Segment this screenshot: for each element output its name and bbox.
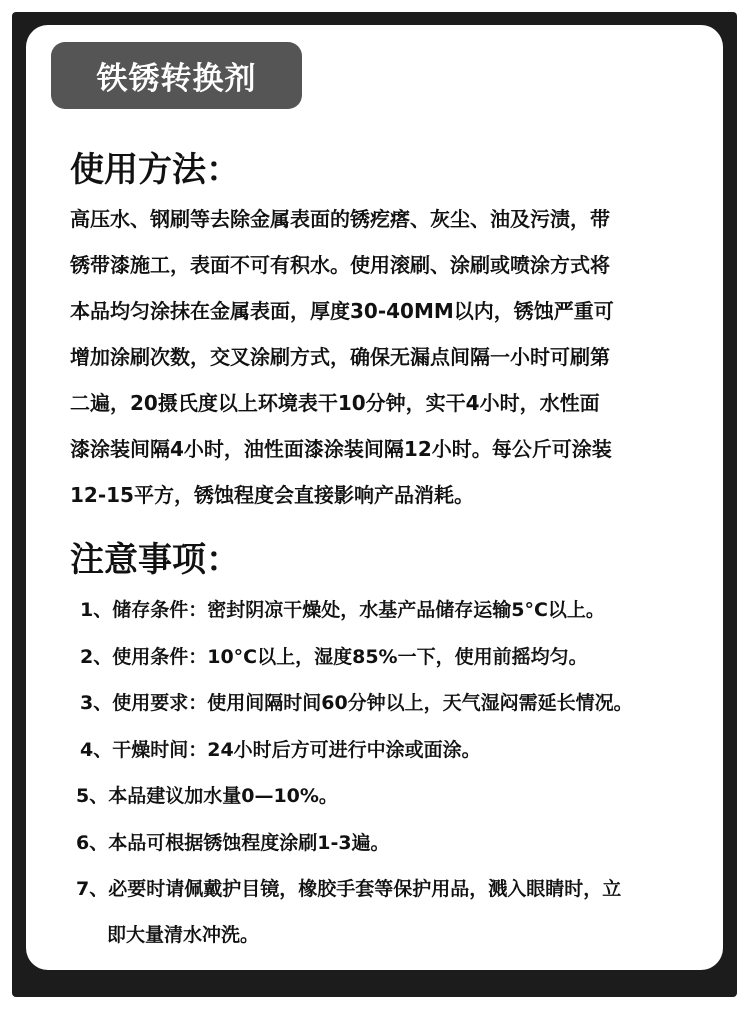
usage-line: 锈带漆施工，表面不可有积水。使用滚刷、涂刷或喷涂方式将 bbox=[70, 253, 610, 277]
note-item-continuation: 即大量清水冲洗。 bbox=[107, 924, 260, 946]
usage-line: 漆涂装间隔4小时，油性面漆涂装间隔12小时。每公斤可涂装 bbox=[70, 437, 612, 461]
usage-line: 12-15平方，锈蚀程度会直接影响产品消耗。 bbox=[70, 483, 474, 507]
usage-line: 二遍，20摄氏度以上环境表干10分钟，实干4小时，水性面 bbox=[70, 391, 600, 415]
note-item: 4、干燥时间：24小时后方可进行中涂或面涂。 bbox=[80, 739, 481, 761]
note-item: 7、必要时请佩戴护目镜，橡胶手套等保护用品，溅入眼睛时，立 bbox=[76, 878, 622, 900]
note-item: 6、本品可根据锈蚀程度涂刷1-3遍。 bbox=[76, 832, 390, 854]
usage-line: 高压水、钢刷等去除金属表面的锈疙瘩、灰尘、油及污渍，带 bbox=[70, 207, 610, 231]
usage-paragraph bbox=[70, 196, 722, 518]
usage-heading: 使用方法： bbox=[70, 150, 240, 190]
usage-line: 增加涂刷次数，交叉涂刷方式，确保无漏点间隔一小时可刷第 bbox=[70, 345, 610, 369]
note-item: 3、使用要求：使用间隔时间60分钟以上，天气湿闷需延长情况。 bbox=[80, 692, 633, 714]
product-title: 铁锈转换剂 bbox=[51, 42, 302, 109]
note-item: 5、本品建议加水量0—10%。 bbox=[76, 785, 338, 807]
notes-heading: 注意事项： bbox=[70, 540, 240, 580]
note-item: 1、储存条件：密封阴凉干燥处，水基产品储存运输5°C以上。 bbox=[80, 599, 605, 621]
usage-line: 本品均匀涂抹在金属表面，厚度30-40MM以内，锈蚀严重可 bbox=[70, 299, 614, 323]
note-item: 2、使用条件：10°C以上，湿度85%一下，使用前摇均匀。 bbox=[80, 646, 588, 668]
